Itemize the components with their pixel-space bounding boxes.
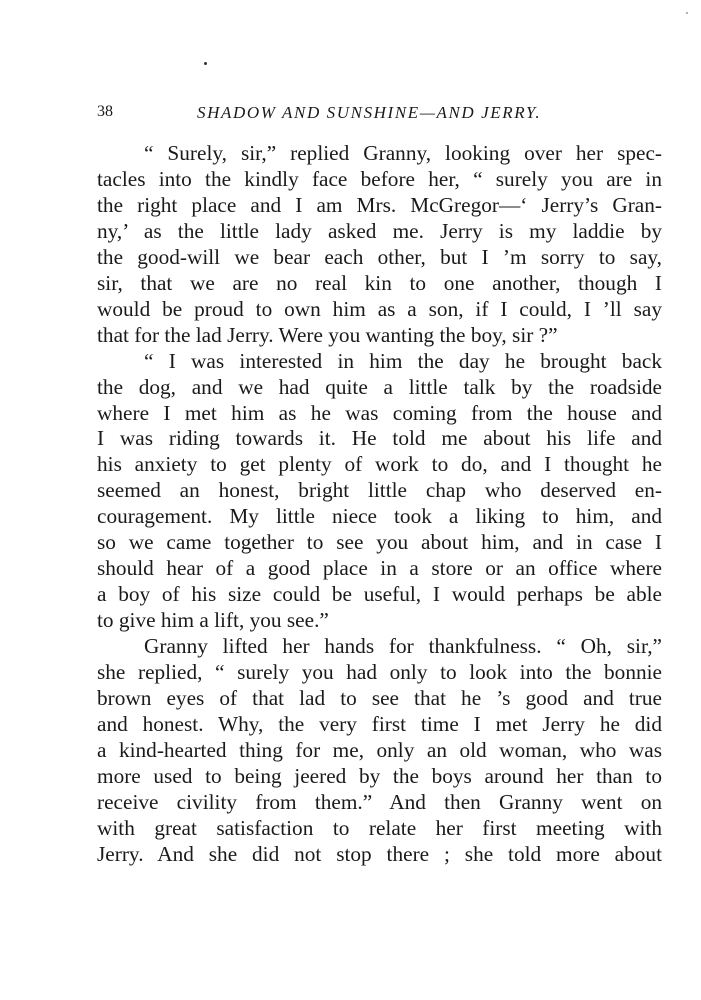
text-line: ny,’ as the little lady asked me. Jerry is my laddie by (97, 218, 662, 243)
text-line: I was riding towards it. He told me about his life and (97, 426, 662, 451)
text-line: receive civility from them.” And then Granny went on (97, 789, 662, 814)
text-line: where I met him as he was coming from the house and (97, 400, 662, 425)
page-header (97, 103, 672, 129)
text-line: more used to being jeered by the boys around her than to (97, 763, 662, 788)
text-line: the good-will we bear each other, but I ’m sorry to say, (97, 244, 662, 269)
text-line: brown eyes of that lad to see that he ’s good and true (97, 686, 662, 711)
text-line: tacles into the kindly face before her, “ surely you are in (97, 166, 662, 191)
print-speck (204, 62, 207, 65)
text-line: couragement. My little niece took a liking to him, and (97, 504, 662, 529)
text-line: a kind-hearted thing for me, only an old woman, who was (97, 737, 662, 762)
text-line: so we came together to see you about him, and in case I (97, 530, 662, 555)
text-line: Jerry. And she did not stop there ; she told more about (97, 841, 662, 866)
paragraph (97, 349, 662, 634)
text-line: the right place and I am Mrs. McGregor—‘ Jerry’s Gran- (97, 192, 662, 217)
text-line: Granny lifted her hands for thankfulness. “ Oh, sir,” (144, 634, 662, 659)
text-line: she replied, “ surely you had only to look into the bonnie (97, 660, 662, 685)
text-line: his anxiety to get plenty of work to do, and I thought he (97, 452, 662, 477)
text-line: that for the lad Jerry. Were you wanting the boy, sir ?” (97, 322, 558, 347)
page-number: 38 (97, 103, 113, 120)
text-line: to give him a lift, you see.” (97, 608, 329, 633)
paragraph (97, 634, 662, 868)
print-speck (686, 12, 688, 14)
text-line: “ I was interested in him the day he brought back (144, 348, 662, 373)
text-line: and honest. Why, the very first time I met Jerry he did (97, 711, 662, 736)
text-line: “ Surely, sir,” replied Granny, looking over her spec- (144, 141, 662, 165)
paragraph (97, 141, 662, 349)
text-line: should hear of a good place in a store or an office where (97, 556, 662, 581)
text-line: the dog, and we had quite a little talk by the roadside (97, 374, 662, 399)
text-line: would be proud to own him as a son, if I could, I ’ll say (97, 296, 662, 321)
running-title: SHADOW AND SUNSHINE—AND JERRY. (197, 103, 542, 122)
text-line: sir, that we are no real kin to one another, though I (97, 270, 662, 295)
text-line: seemed an honest, bright little chap who deserved en- (97, 478, 662, 503)
text-line: with great satisfaction to relate her first meeting with (97, 815, 662, 840)
body-text (97, 141, 662, 868)
text-line: a boy of his size could be useful, I would perhaps be able (97, 582, 662, 607)
